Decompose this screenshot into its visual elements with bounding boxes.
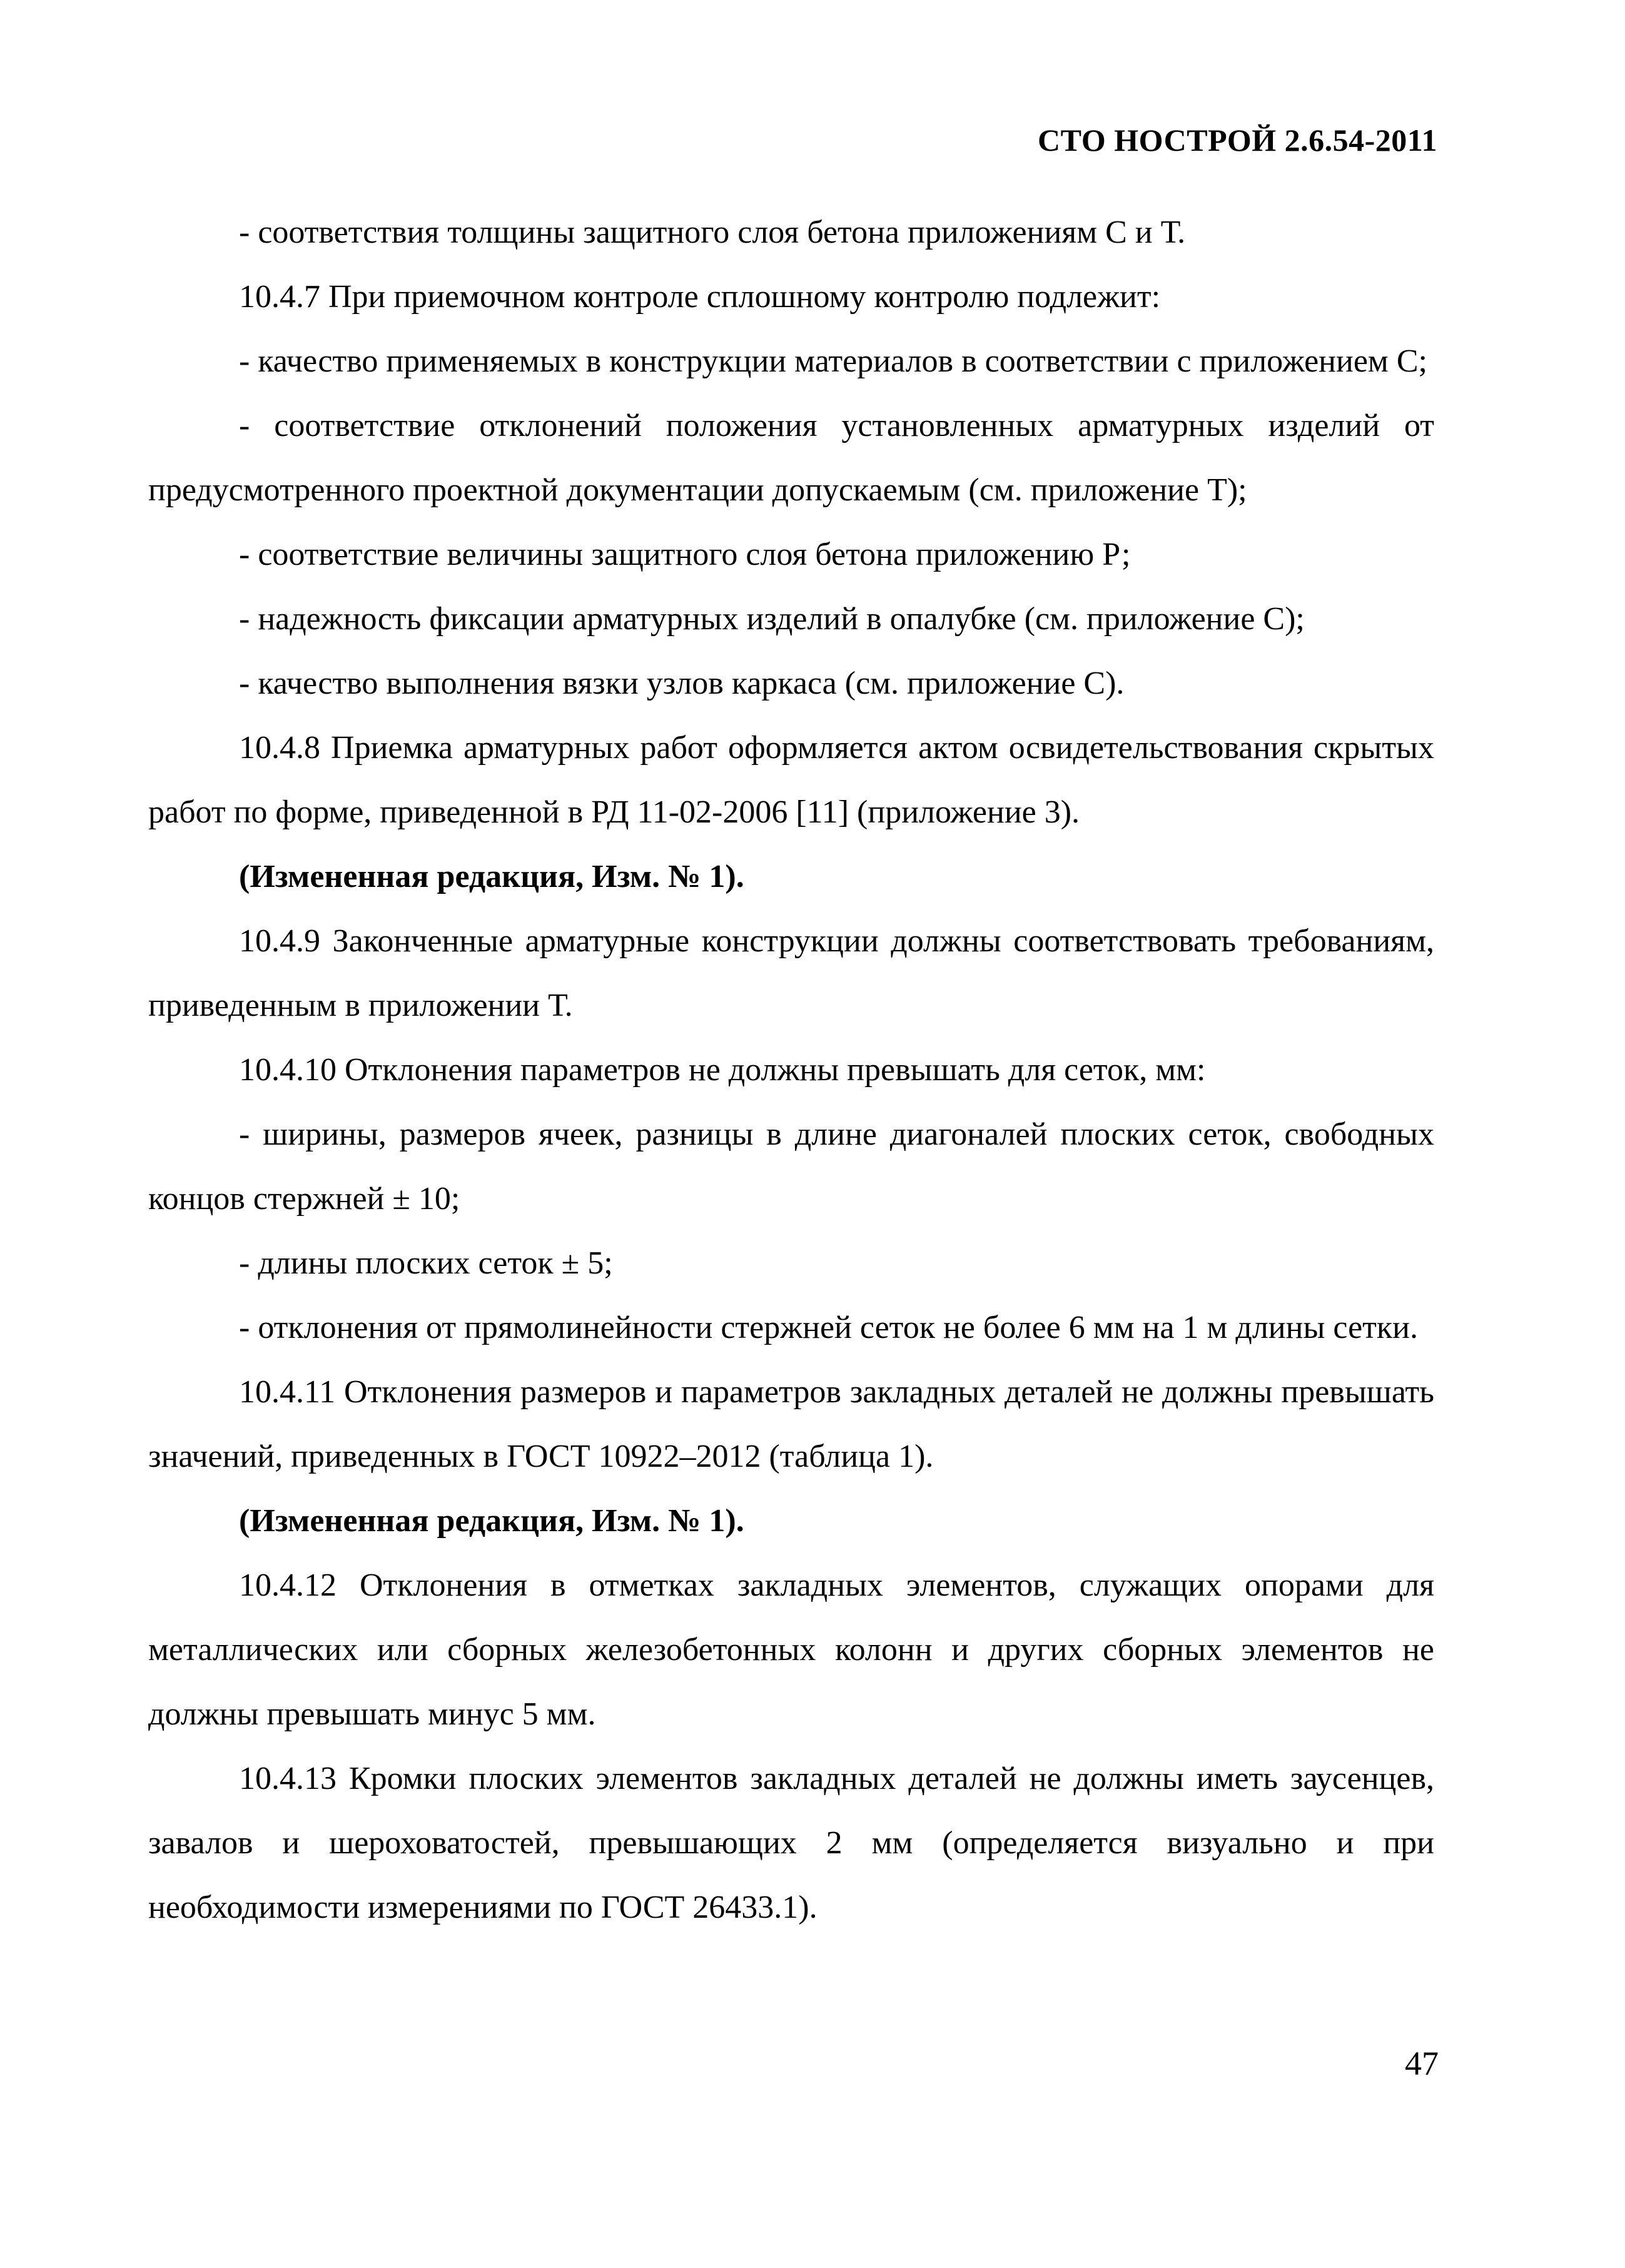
document-body: [148, 200, 1434, 1940]
paragraph: - соответствия толщины защитного слоя бетона приложениям С и Т.: [239, 215, 1186, 250]
paragraph: 10.4.13 Кромки плоских элементов закладных деталей не должны иметь заусенцев, завалов и шероховатостей, превышающих 2 мм (определяется визуально и при необходимости измерениями по ГОСТ 26433.1).: [148, 1761, 1434, 1925]
paragraph: 10.4.10 Отклонения параметров не должны превышать для сеток, мм:: [239, 1052, 1206, 1088]
revision-note: (Измененная редакция, Изм. № 1).: [239, 859, 744, 894]
page-number: 47: [1405, 2045, 1439, 2082]
paragraph: - соответствие величины защитного слоя бетона приложению Р;: [239, 537, 1131, 572]
paragraph: 10.4.11 Отклонения размеров и параметров закладных деталей не должны превышать значений, приведенных в ГОСТ 10922–2012 (таблица 1).: [148, 1374, 1434, 1474]
paragraph: 10.4.12 Отклонения в отметках закладных элементов, служащих опорами для металлических или сборных железобетонных колонн и других сборных элементов не должны превышать минус 5 мм.: [148, 1567, 1434, 1732]
paragraph: - длины плоских сеток ± 5;: [239, 1245, 613, 1281]
paragraph: 10.4.9 Законченные арматурные конструкции должны соответствовать требованиям, приведенным в приложении Т.: [148, 923, 1434, 1023]
paragraph: - качество применяемых в конструкции материалов в соответствии с приложением С;: [239, 343, 1427, 379]
paragraph: - надежность фиксации арматурных изделий в опалубке (см. приложение С);: [239, 601, 1305, 637]
document-code-header: СТО НОСТРОЙ 2.6.54-2011: [1038, 123, 1437, 158]
paragraph: - качество выполнения вязки узлов каркаса (см. приложение С).: [239, 666, 1125, 701]
paragraph: - соответствие отклонений положения установленных арматурных изделий от предусмотренного проектной документации допускаемым (см. приложение Т);: [148, 408, 1434, 508]
revision-note: (Измененная редакция, Изм. № 1).: [239, 1503, 744, 1539]
paragraph: 10.4.8 Приемка арматурных работ оформляется актом освидетельствования скрытых работ по форме, приведенной в РД 11-02-2006 [11] (приложение 3).: [148, 730, 1434, 830]
paragraph: - ширины, размеров ячеек, разницы в длине диагоналей плоских сеток, свободных концов стержней ± 10;: [148, 1116, 1434, 1217]
paragraph: - отклонения от прямолинейности стержней сеток не более 6 мм на 1 м длины сетки.: [239, 1310, 1418, 1345]
paragraph: 10.4.7 При приемочном контроле сплошному контролю подлежит:: [239, 279, 1161, 315]
